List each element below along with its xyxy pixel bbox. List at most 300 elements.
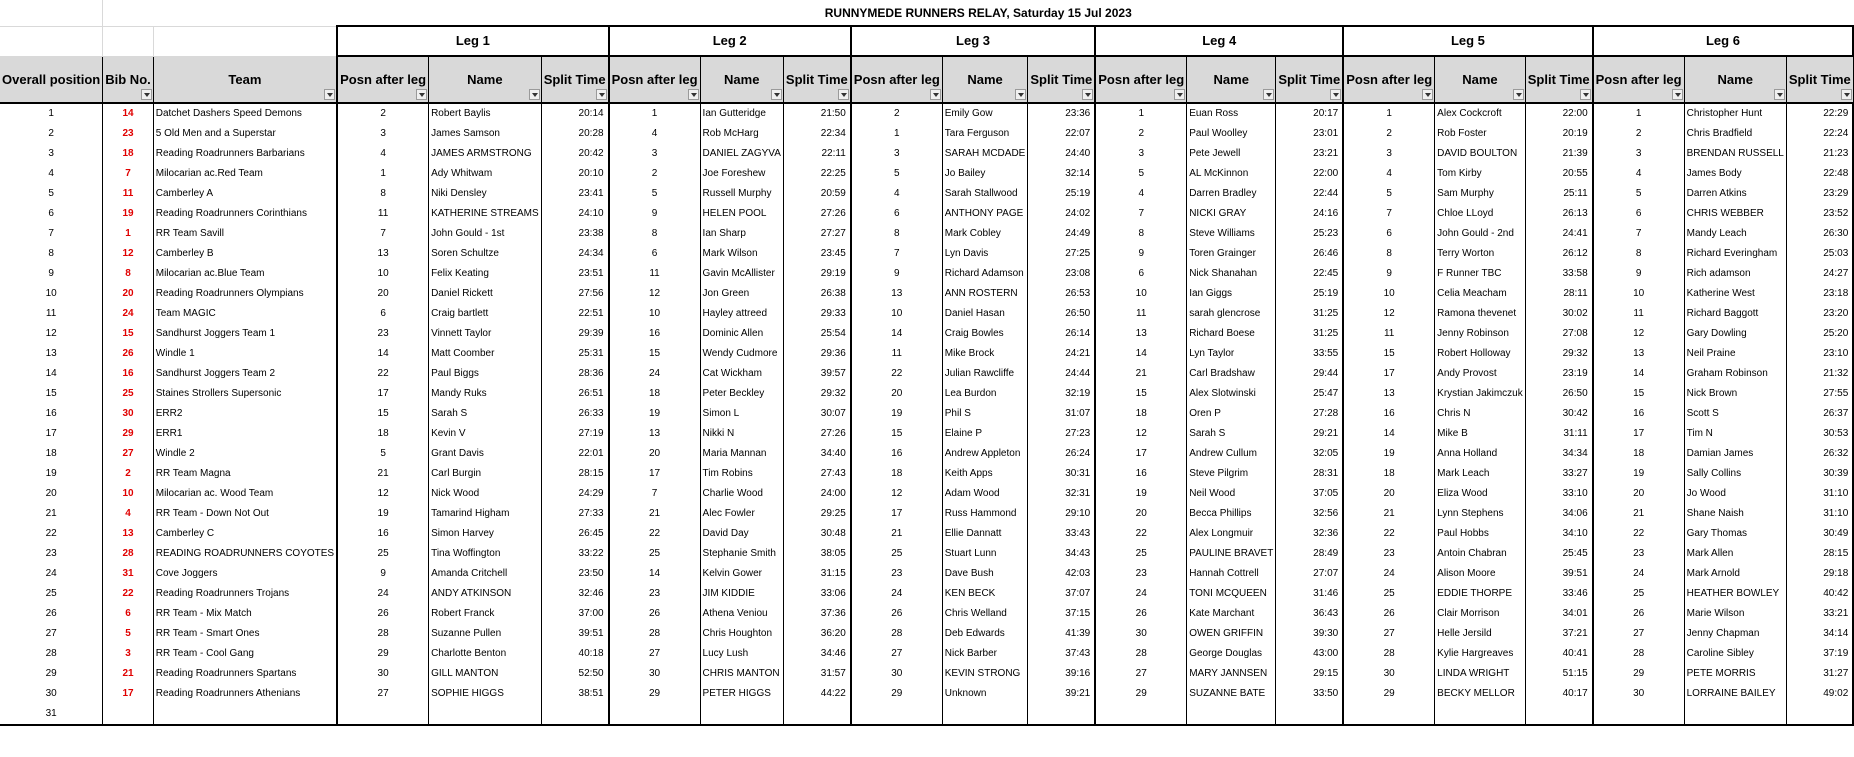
filter-dropdown-icon[interactable] bbox=[141, 89, 152, 100]
posn-after-leg-cell[interactable]: 11 bbox=[1593, 304, 1684, 324]
overall-position-cell[interactable]: 28 bbox=[0, 644, 103, 664]
runner-name-cell[interactable]: KEVIN STRONG bbox=[942, 664, 1028, 684]
posn-after-leg-cell[interactable]: 29 bbox=[609, 684, 700, 704]
posn-after-leg-cell[interactable]: 24 bbox=[609, 364, 700, 384]
team-cell[interactable]: Camberley A bbox=[153, 184, 337, 204]
posn-after-leg-cell[interactable]: 11 bbox=[1343, 324, 1434, 344]
posn-after-leg-cell[interactable]: 3 bbox=[1343, 144, 1434, 164]
posn-after-leg-cell[interactable]: 3 bbox=[1095, 144, 1186, 164]
runner-name-cell[interactable]: Wendy Cudmore bbox=[700, 344, 783, 364]
runner-name-cell[interactable]: Mark Cobley bbox=[942, 224, 1028, 244]
split-time-cell[interactable]: 29:33 bbox=[783, 304, 850, 324]
filter-dropdown-icon[interactable] bbox=[596, 89, 607, 100]
runner-name-cell[interactable]: JIM KIDDIE bbox=[700, 584, 783, 604]
runner-name-cell[interactable]: SUZANNE BATE bbox=[1187, 684, 1276, 704]
posn-after-leg-cell[interactable]: 15 bbox=[1095, 384, 1186, 404]
split-time-cell[interactable]: 43:00 bbox=[1276, 644, 1343, 664]
runner-name-cell[interactable]: Carl Bradshaw bbox=[1187, 364, 1276, 384]
runner-name-cell[interactable]: Robert Baylis bbox=[429, 103, 542, 124]
split-time-cell[interactable] bbox=[783, 704, 850, 725]
posn-after-leg-cell[interactable]: 9 bbox=[609, 204, 700, 224]
overall-position-cell[interactable]: 6 bbox=[0, 204, 103, 224]
split-time-cell[interactable]: 23:45 bbox=[783, 244, 850, 264]
posn-after-leg-cell[interactable]: 3 bbox=[1593, 144, 1684, 164]
split-time-cell[interactable]: 37:07 bbox=[1028, 584, 1095, 604]
posn-after-leg-cell[interactable]: 2 bbox=[851, 103, 942, 124]
team-cell[interactable]: RR Team - Cool Gang bbox=[153, 644, 337, 664]
runner-name-cell[interactable]: SOPHIE HIGGS bbox=[429, 684, 542, 704]
runner-name-cell[interactable]: Matt Coomber bbox=[429, 344, 542, 364]
runner-name-cell[interactable]: Jo Bailey bbox=[942, 164, 1028, 184]
bib-number-cell[interactable]: 6 bbox=[103, 604, 154, 624]
runner-name-cell[interactable]: Charlie Wood bbox=[700, 484, 783, 504]
split-time-cell[interactable]: 37:36 bbox=[783, 604, 850, 624]
posn-after-leg-cell[interactable]: 26 bbox=[337, 604, 428, 624]
posn-after-leg-cell[interactable]: 21 bbox=[1343, 504, 1434, 524]
posn-after-leg-cell[interactable]: 28 bbox=[1095, 644, 1186, 664]
split-time-cell[interactable]: 22:45 bbox=[1276, 264, 1343, 284]
split-time-cell[interactable]: 24:27 bbox=[1786, 264, 1853, 284]
posn-after-leg-cell[interactable]: 29 bbox=[337, 644, 428, 664]
split-time-cell[interactable]: 20:14 bbox=[541, 103, 608, 124]
bib-number-cell[interactable]: 4 bbox=[103, 504, 154, 524]
runner-name-cell[interactable]: NICKI GRAY bbox=[1187, 204, 1276, 224]
team-cell[interactable] bbox=[153, 704, 337, 725]
posn-after-leg-cell[interactable]: 28 bbox=[337, 624, 428, 644]
runner-name-cell[interactable]: Shane Naish bbox=[1684, 504, 1786, 524]
runner-name-cell[interactable]: Damian James bbox=[1684, 444, 1786, 464]
runner-name-cell[interactable]: Mark Arnold bbox=[1684, 564, 1786, 584]
split-time-cell[interactable]: 30:31 bbox=[1028, 464, 1095, 484]
split-time-cell[interactable]: 40:42 bbox=[1786, 584, 1853, 604]
runner-name-cell[interactable]: CHRIS WEBBER bbox=[1684, 204, 1786, 224]
split-time-cell[interactable]: 28:49 bbox=[1276, 544, 1343, 564]
split-time-cell[interactable]: 26:38 bbox=[783, 284, 850, 304]
header-posn-after-leg[interactable]: Posn after leg bbox=[337, 56, 428, 103]
split-time-cell[interactable]: 32:56 bbox=[1276, 504, 1343, 524]
runner-name-cell[interactable]: Lyn Taylor bbox=[1187, 344, 1276, 364]
runner-name-cell[interactable]: Peter Beckley bbox=[700, 384, 783, 404]
team-cell[interactable]: Sandhurst Joggers Team 2 bbox=[153, 364, 337, 384]
split-time-cell[interactable]: 25:47 bbox=[1276, 384, 1343, 404]
posn-after-leg-cell[interactable]: 8 bbox=[1343, 244, 1434, 264]
posn-after-leg-cell[interactable]: 19 bbox=[1095, 484, 1186, 504]
posn-after-leg-cell[interactable] bbox=[1593, 704, 1684, 725]
team-cell[interactable]: Reading Roadrunners Athenians bbox=[153, 684, 337, 704]
posn-after-leg-cell[interactable]: 11 bbox=[1095, 304, 1186, 324]
posn-after-leg-cell[interactable]: 9 bbox=[1095, 244, 1186, 264]
runner-name-cell[interactable]: Hayley attreed bbox=[700, 304, 783, 324]
runner-name-cell[interactable]: Suzanne Pullen bbox=[429, 624, 542, 644]
runner-name-cell[interactable]: F Runner TBC bbox=[1435, 264, 1526, 284]
runner-name-cell[interactable]: James Body bbox=[1684, 164, 1786, 184]
posn-after-leg-cell[interactable]: 14 bbox=[1095, 344, 1186, 364]
runner-name-cell[interactable]: Richard Boese bbox=[1187, 324, 1276, 344]
bib-number-cell[interactable]: 24 bbox=[103, 304, 154, 324]
split-time-cell[interactable]: 32:14 bbox=[1028, 164, 1095, 184]
split-time-cell[interactable]: 31:10 bbox=[1786, 504, 1853, 524]
header-name[interactable]: Name bbox=[1435, 56, 1526, 103]
split-time-cell[interactable]: 37:15 bbox=[1028, 604, 1095, 624]
runner-name-cell[interactable]: Robert Franck bbox=[429, 604, 542, 624]
posn-after-leg-cell[interactable]: 17 bbox=[1343, 364, 1434, 384]
posn-after-leg-cell[interactable]: 17 bbox=[851, 504, 942, 524]
posn-after-leg-cell[interactable]: 10 bbox=[851, 304, 942, 324]
posn-after-leg-cell[interactable]: 5 bbox=[337, 444, 428, 464]
overall-position-cell[interactable]: 23 bbox=[0, 544, 103, 564]
filter-dropdown-icon[interactable] bbox=[324, 89, 335, 100]
filter-dropdown-icon[interactable] bbox=[771, 89, 782, 100]
overall-position-cell[interactable]: 25 bbox=[0, 584, 103, 604]
overall-position-cell[interactable]: 31 bbox=[0, 704, 103, 725]
split-time-cell[interactable]: 20:42 bbox=[541, 144, 608, 164]
runner-name-cell[interactable]: Craig bartlett bbox=[429, 304, 542, 324]
split-time-cell[interactable]: 20:59 bbox=[783, 184, 850, 204]
split-time-cell[interactable]: 28:31 bbox=[1276, 464, 1343, 484]
posn-after-leg-cell[interactable]: 28 bbox=[851, 624, 942, 644]
split-time-cell[interactable]: 39:21 bbox=[1028, 684, 1095, 704]
split-time-cell[interactable]: 29:44 bbox=[1276, 364, 1343, 384]
runner-name-cell[interactable]: Carl Burgin bbox=[429, 464, 542, 484]
posn-after-leg-cell[interactable]: 20 bbox=[337, 284, 428, 304]
bib-number-cell[interactable]: 23 bbox=[103, 124, 154, 144]
split-time-cell[interactable]: 20:19 bbox=[1525, 124, 1592, 144]
team-cell[interactable]: Reading Roadrunners Spartans bbox=[153, 664, 337, 684]
posn-after-leg-cell[interactable]: 16 bbox=[1593, 404, 1684, 424]
runner-name-cell[interactable]: ANTHONY PAGE bbox=[942, 204, 1028, 224]
posn-after-leg-cell[interactable]: 1 bbox=[609, 103, 700, 124]
header-posn-after-leg[interactable]: Posn after leg bbox=[1343, 56, 1434, 103]
runner-name-cell[interactable]: Caroline Sibley bbox=[1684, 644, 1786, 664]
posn-after-leg-cell[interactable]: 24 bbox=[1593, 564, 1684, 584]
runner-name-cell[interactable]: JAMES ARMSTRONG bbox=[429, 144, 542, 164]
posn-after-leg-cell[interactable]: 6 bbox=[851, 204, 942, 224]
team-cell[interactable]: Cove Joggers bbox=[153, 564, 337, 584]
split-time-cell[interactable]: 40:41 bbox=[1525, 644, 1592, 664]
split-time-cell[interactable]: 31:07 bbox=[1028, 404, 1095, 424]
split-time-cell[interactable]: 30:39 bbox=[1786, 464, 1853, 484]
runner-name-cell[interactable]: Sarah Stallwood bbox=[942, 184, 1028, 204]
posn-after-leg-cell[interactable]: 21 bbox=[851, 524, 942, 544]
runner-name-cell[interactable]: PAULINE BRAVET bbox=[1187, 544, 1276, 564]
posn-after-leg-cell[interactable]: 4 bbox=[1593, 164, 1684, 184]
posn-after-leg-cell[interactable]: 23 bbox=[1095, 564, 1186, 584]
runner-name-cell[interactable]: Richard Adamson bbox=[942, 264, 1028, 284]
overall-position-cell[interactable]: 12 bbox=[0, 324, 103, 344]
split-time-cell[interactable]: 32:19 bbox=[1028, 384, 1095, 404]
runner-name-cell[interactable]: GILL MANTON bbox=[429, 664, 542, 684]
posn-after-leg-cell[interactable]: 30 bbox=[851, 664, 942, 684]
posn-after-leg-cell[interactable]: 25 bbox=[1343, 584, 1434, 604]
split-time-cell[interactable]: 41:39 bbox=[1028, 624, 1095, 644]
posn-after-leg-cell[interactable]: 14 bbox=[609, 564, 700, 584]
runner-name-cell[interactable]: Grant Davis bbox=[429, 444, 542, 464]
posn-after-leg-cell[interactable]: 8 bbox=[337, 184, 428, 204]
split-time-cell[interactable]: 26:50 bbox=[1028, 304, 1095, 324]
posn-after-leg-cell[interactable] bbox=[1343, 704, 1434, 725]
posn-after-leg-cell[interactable]: 12 bbox=[609, 284, 700, 304]
split-time-cell[interactable]: 24:00 bbox=[783, 484, 850, 504]
runner-name-cell[interactable]: Alec Fowler bbox=[700, 504, 783, 524]
bib-number-cell[interactable]: 10 bbox=[103, 484, 154, 504]
overall-position-cell[interactable]: 19 bbox=[0, 464, 103, 484]
split-time-cell[interactable]: 28:11 bbox=[1525, 284, 1592, 304]
runner-name-cell[interactable]: ANDY ATKINSON bbox=[429, 584, 542, 604]
split-time-cell[interactable]: 22:11 bbox=[783, 144, 850, 164]
runner-name-cell[interactable]: DAVID BOULTON bbox=[1435, 144, 1526, 164]
runner-name-cell[interactable]: Antoin Chabran bbox=[1435, 544, 1526, 564]
posn-after-leg-cell[interactable]: 21 bbox=[609, 504, 700, 524]
runner-name-cell[interactable]: Nick Wood bbox=[429, 484, 542, 504]
posn-after-leg-cell[interactable]: 2 bbox=[337, 103, 428, 124]
overall-position-cell[interactable]: 10 bbox=[0, 284, 103, 304]
overall-position-cell[interactable]: 20 bbox=[0, 484, 103, 504]
posn-after-leg-cell[interactable]: 30 bbox=[1095, 624, 1186, 644]
runner-name-cell[interactable]: Hannah Cottrell bbox=[1187, 564, 1276, 584]
runner-name-cell[interactable]: Alex Longmuir bbox=[1187, 524, 1276, 544]
posn-after-leg-cell[interactable]: 18 bbox=[851, 464, 942, 484]
posn-after-leg-cell[interactable]: 21 bbox=[337, 464, 428, 484]
posn-after-leg-cell[interactable]: 28 bbox=[1593, 644, 1684, 664]
runner-name-cell[interactable]: Ellie Dannatt bbox=[942, 524, 1028, 544]
posn-after-leg-cell[interactable]: 27 bbox=[1095, 664, 1186, 684]
posn-after-leg-cell[interactable]: 22 bbox=[609, 524, 700, 544]
runner-name-cell[interactable]: Sally Collins bbox=[1684, 464, 1786, 484]
posn-after-leg-cell[interactable]: 2 bbox=[609, 164, 700, 184]
posn-after-leg-cell[interactable]: 1 bbox=[1095, 103, 1186, 124]
split-time-cell[interactable]: 39:51 bbox=[1525, 564, 1592, 584]
runner-name-cell[interactable]: Chris Bradfield bbox=[1684, 124, 1786, 144]
runner-name-cell[interactable]: Clair Morrison bbox=[1435, 604, 1526, 624]
runner-name-cell[interactable]: Neil Praine bbox=[1684, 344, 1786, 364]
posn-after-leg-cell[interactable]: 19 bbox=[1343, 444, 1434, 464]
runner-name-cell[interactable]: Mike Brock bbox=[942, 344, 1028, 364]
split-time-cell[interactable]: 26:30 bbox=[1786, 224, 1853, 244]
posn-after-leg-cell[interactable]: 22 bbox=[337, 364, 428, 384]
posn-after-leg-cell[interactable]: 24 bbox=[1095, 584, 1186, 604]
split-time-cell[interactable]: 22:01 bbox=[541, 444, 608, 464]
runner-name-cell[interactable]: Lea Burdon bbox=[942, 384, 1028, 404]
split-time-cell[interactable]: 27:08 bbox=[1525, 324, 1592, 344]
filter-dropdown-icon[interactable] bbox=[1330, 89, 1341, 100]
runner-name-cell[interactable]: Jenny Chapman bbox=[1684, 624, 1786, 644]
posn-after-leg-cell[interactable]: 24 bbox=[337, 584, 428, 604]
split-time-cell[interactable]: 39:16 bbox=[1028, 664, 1095, 684]
overall-position-cell[interactable]: 7 bbox=[0, 224, 103, 244]
posn-after-leg-cell[interactable]: 23 bbox=[1593, 544, 1684, 564]
runner-name-cell[interactable]: Tim N bbox=[1684, 424, 1786, 444]
posn-after-leg-cell[interactable]: 1 bbox=[851, 124, 942, 144]
runner-name-cell[interactable]: Ady Whitwam bbox=[429, 164, 542, 184]
posn-after-leg-cell[interactable]: 6 bbox=[337, 304, 428, 324]
runner-name-cell[interactable]: Ian Sharp bbox=[700, 224, 783, 244]
split-time-cell[interactable]: 23:51 bbox=[541, 264, 608, 284]
split-time-cell[interactable]: 24:16 bbox=[1276, 204, 1343, 224]
runner-name-cell[interactable]: Paul Hobbs bbox=[1435, 524, 1526, 544]
split-time-cell[interactable]: 33:21 bbox=[1786, 604, 1853, 624]
runner-name-cell[interactable] bbox=[942, 704, 1028, 725]
runner-name-cell[interactable]: Graham Robinson bbox=[1684, 364, 1786, 384]
split-time-cell[interactable]: 37:05 bbox=[1276, 484, 1343, 504]
split-time-cell[interactable]: 26:12 bbox=[1525, 244, 1592, 264]
runner-name-cell[interactable]: Terry Worton bbox=[1435, 244, 1526, 264]
team-cell[interactable]: Milocarian ac.Blue Team bbox=[153, 264, 337, 284]
runner-name-cell[interactable]: Russell Murphy bbox=[700, 184, 783, 204]
runner-name-cell[interactable]: Ian Gutteridge bbox=[700, 103, 783, 124]
runner-name-cell[interactable]: Anna Holland bbox=[1435, 444, 1526, 464]
runner-name-cell[interactable]: Chris N bbox=[1435, 404, 1526, 424]
posn-after-leg-cell[interactable]: 15 bbox=[851, 424, 942, 444]
runner-name-cell[interactable]: Gary Thomas bbox=[1684, 524, 1786, 544]
header-split-time[interactable]: Split Time bbox=[541, 56, 608, 103]
overall-position-cell[interactable]: 13 bbox=[0, 344, 103, 364]
split-time-cell[interactable] bbox=[1786, 704, 1853, 725]
split-time-cell[interactable]: 49:02 bbox=[1786, 684, 1853, 704]
runner-name-cell[interactable]: HELEN POOL bbox=[700, 204, 783, 224]
posn-after-leg-cell[interactable]: 14 bbox=[1343, 424, 1434, 444]
split-time-cell[interactable]: 22:24 bbox=[1786, 124, 1853, 144]
split-time-cell[interactable]: 34:06 bbox=[1525, 504, 1592, 524]
runner-name-cell[interactable]: Ramona thevenet bbox=[1435, 304, 1526, 324]
split-time-cell[interactable]: 25:11 bbox=[1525, 184, 1592, 204]
team-cell[interactable]: Sandhurst Joggers Team 1 bbox=[153, 324, 337, 344]
posn-after-leg-cell[interactable]: 20 bbox=[1593, 484, 1684, 504]
header-name[interactable]: Name bbox=[700, 56, 783, 103]
split-time-cell[interactable]: 33:22 bbox=[541, 544, 608, 564]
posn-after-leg-cell[interactable]: 20 bbox=[1095, 504, 1186, 524]
runner-name-cell[interactable]: David Day bbox=[700, 524, 783, 544]
runner-name-cell[interactable]: Unknown bbox=[942, 684, 1028, 704]
runner-name-cell[interactable]: Daniel Rickett bbox=[429, 284, 542, 304]
header-split-time[interactable]: Split Time bbox=[1276, 56, 1343, 103]
split-time-cell[interactable]: 27:33 bbox=[541, 504, 608, 524]
team-cell[interactable]: Windle 2 bbox=[153, 444, 337, 464]
filter-dropdown-icon[interactable] bbox=[1774, 89, 1785, 100]
split-time-cell[interactable]: 27:55 bbox=[1786, 384, 1853, 404]
overall-position-cell[interactable]: 11 bbox=[0, 304, 103, 324]
posn-after-leg-cell[interactable]: 18 bbox=[1343, 464, 1434, 484]
posn-after-leg-cell[interactable]: 30 bbox=[1343, 664, 1434, 684]
header-posn-after-leg[interactable]: Posn after leg bbox=[1095, 56, 1186, 103]
header-posn-after-leg[interactable]: Posn after leg bbox=[1593, 56, 1684, 103]
posn-after-leg-cell[interactable]: 18 bbox=[1095, 404, 1186, 424]
posn-after-leg-cell[interactable]: 17 bbox=[337, 384, 428, 404]
posn-after-leg-cell[interactable]: 6 bbox=[1095, 264, 1186, 284]
bib-number-cell[interactable]: 30 bbox=[103, 404, 154, 424]
split-time-cell[interactable]: 25:45 bbox=[1525, 544, 1592, 564]
posn-after-leg-cell[interactable] bbox=[609, 704, 700, 725]
split-time-cell[interactable]: 33:06 bbox=[783, 584, 850, 604]
posn-after-leg-cell[interactable]: 7 bbox=[1593, 224, 1684, 244]
filter-dropdown-icon[interactable] bbox=[688, 89, 699, 100]
bib-number-cell[interactable]: 31 bbox=[103, 564, 154, 584]
filter-dropdown-icon[interactable] bbox=[930, 89, 941, 100]
split-time-cell[interactable]: 24:29 bbox=[541, 484, 608, 504]
runner-name-cell[interactable]: TONI MCQUEEN bbox=[1187, 584, 1276, 604]
split-time-cell[interactable]: 27:07 bbox=[1276, 564, 1343, 584]
overall-position-cell[interactable]: 30 bbox=[0, 684, 103, 704]
runner-name-cell[interactable]: Stuart Lunn bbox=[942, 544, 1028, 564]
split-time-cell[interactable]: 37:19 bbox=[1786, 644, 1853, 664]
split-time-cell[interactable]: 29:21 bbox=[1276, 424, 1343, 444]
split-time-cell[interactable]: 25:54 bbox=[783, 324, 850, 344]
runner-name-cell[interactable]: Rob Foster bbox=[1435, 124, 1526, 144]
posn-after-leg-cell[interactable]: 11 bbox=[609, 264, 700, 284]
filter-dropdown-icon[interactable] bbox=[838, 89, 849, 100]
posn-after-leg-cell[interactable]: 13 bbox=[609, 424, 700, 444]
split-time-cell[interactable]: 23:29 bbox=[1786, 184, 1853, 204]
posn-after-leg-cell[interactable]: 4 bbox=[337, 144, 428, 164]
team-cell[interactable]: Reading Roadrunners Olympians bbox=[153, 284, 337, 304]
posn-after-leg-cell[interactable]: 1 bbox=[337, 164, 428, 184]
posn-after-leg-cell[interactable]: 4 bbox=[609, 124, 700, 144]
runner-name-cell[interactable]: PETE MORRIS bbox=[1684, 664, 1786, 684]
split-time-cell[interactable]: 26:14 bbox=[1028, 324, 1095, 344]
split-time-cell[interactable]: 26:33 bbox=[541, 404, 608, 424]
team-cell[interactable]: ERR2 bbox=[153, 404, 337, 424]
runner-name-cell[interactable]: ANN ROSTERN bbox=[942, 284, 1028, 304]
split-time-cell[interactable]: 33:46 bbox=[1525, 584, 1592, 604]
split-time-cell[interactable]: 39:30 bbox=[1276, 624, 1343, 644]
split-time-cell[interactable]: 29:18 bbox=[1786, 564, 1853, 584]
runner-name-cell[interactable]: Mandy Ruks bbox=[429, 384, 542, 404]
overall-position-cell[interactable]: 1 bbox=[0, 103, 103, 124]
bib-number-cell[interactable]: 12 bbox=[103, 244, 154, 264]
split-time-cell[interactable]: 40:17 bbox=[1525, 684, 1592, 704]
posn-after-leg-cell[interactable]: 4 bbox=[1343, 164, 1434, 184]
split-time-cell[interactable]: 20:55 bbox=[1525, 164, 1592, 184]
runner-name-cell[interactable] bbox=[700, 704, 783, 725]
posn-after-leg-cell[interactable]: 3 bbox=[609, 144, 700, 164]
bib-number-cell[interactable]: 17 bbox=[103, 684, 154, 704]
split-time-cell[interactable]: 29:32 bbox=[783, 384, 850, 404]
split-time-cell[interactable]: 34:46 bbox=[783, 644, 850, 664]
split-time-cell[interactable]: 34:34 bbox=[1525, 444, 1592, 464]
runner-name-cell[interactable]: Becca Phillips bbox=[1187, 504, 1276, 524]
split-time-cell[interactable]: 23:20 bbox=[1786, 304, 1853, 324]
posn-after-leg-cell[interactable]: 10 bbox=[1593, 284, 1684, 304]
posn-after-leg-cell[interactable]: 28 bbox=[609, 624, 700, 644]
posn-after-leg-cell[interactable]: 29 bbox=[1593, 664, 1684, 684]
runner-name-cell[interactable]: DANIEL ZAGYVA bbox=[700, 144, 783, 164]
team-cell[interactable]: Windle 1 bbox=[153, 344, 337, 364]
posn-after-leg-cell[interactable]: 30 bbox=[609, 664, 700, 684]
posn-after-leg-cell[interactable]: 10 bbox=[609, 304, 700, 324]
filter-dropdown-icon[interactable] bbox=[416, 89, 427, 100]
posn-after-leg-cell[interactable]: 19 bbox=[337, 504, 428, 524]
filter-dropdown-icon[interactable] bbox=[1841, 89, 1852, 100]
posn-after-leg-cell[interactable]: 22 bbox=[1593, 524, 1684, 544]
posn-after-leg-cell[interactable]: 10 bbox=[1095, 284, 1186, 304]
runner-name-cell[interactable]: BECKY MELLOR bbox=[1435, 684, 1526, 704]
bib-number-cell[interactable] bbox=[103, 704, 154, 725]
split-time-cell[interactable]: 31:57 bbox=[783, 664, 850, 684]
posn-after-leg-cell[interactable]: 13 bbox=[1343, 384, 1434, 404]
posn-after-leg-cell[interactable]: 17 bbox=[1593, 424, 1684, 444]
runner-name-cell[interactable]: Marie Wilson bbox=[1684, 604, 1786, 624]
split-time-cell[interactable]: 31:46 bbox=[1276, 584, 1343, 604]
split-time-cell[interactable]: 29:25 bbox=[783, 504, 850, 524]
posn-after-leg-cell[interactable]: 6 bbox=[1343, 224, 1434, 244]
split-time-cell[interactable]: 27:56 bbox=[541, 284, 608, 304]
split-time-cell[interactable]: 27:26 bbox=[783, 204, 850, 224]
runner-name-cell[interactable]: Richard Baggott bbox=[1684, 304, 1786, 324]
posn-after-leg-cell[interactable]: 16 bbox=[1095, 464, 1186, 484]
runner-name-cell[interactable]: John Gould - 1st bbox=[429, 224, 542, 244]
header-team[interactable]: Team bbox=[153, 56, 337, 103]
split-time-cell[interactable]: 51:15 bbox=[1525, 664, 1592, 684]
runner-name-cell[interactable]: Emily Gow bbox=[942, 103, 1028, 124]
